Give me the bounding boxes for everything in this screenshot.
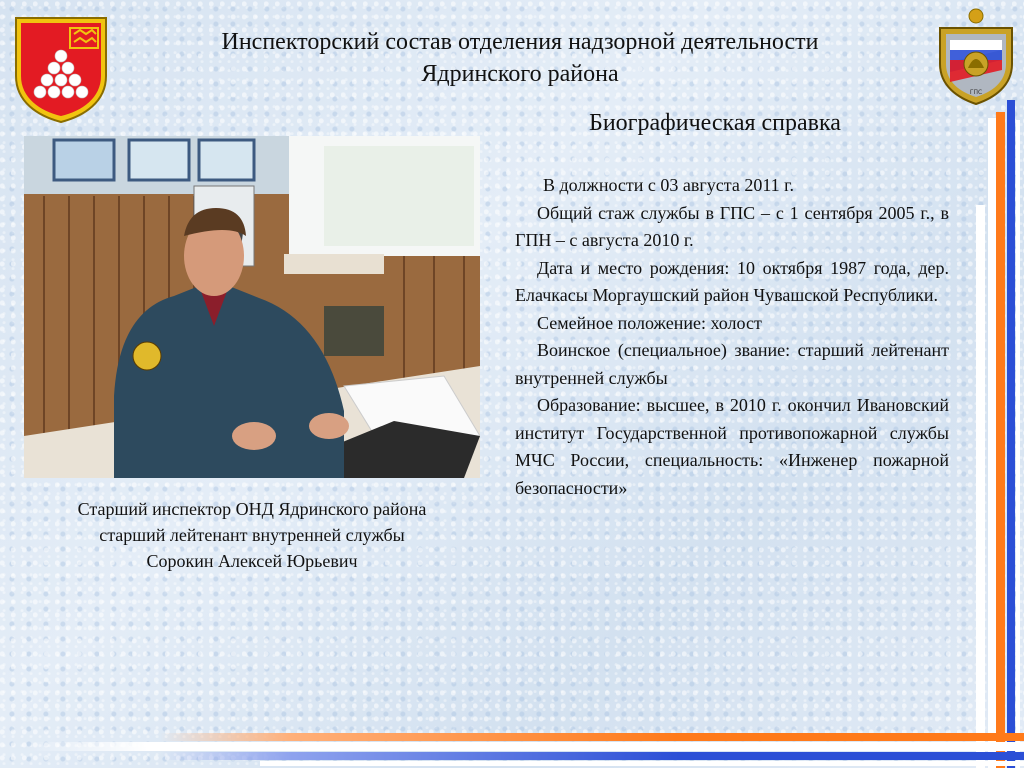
bio-birth-date-place: Дата и место рождения: 10 октября 1987 года, дер. Елачкасы Моргаушский район Чувашской Республики. bbox=[515, 257, 949, 305]
page-subtitle: Биографическая справка bbox=[589, 110, 841, 136]
officer-photo bbox=[24, 136, 480, 478]
stripe-blue-horizontal bbox=[160, 752, 1024, 760]
caption-full-name: Сорокин Алексей Юрьевич bbox=[146, 551, 358, 571]
stripe-white-vertical-1 bbox=[976, 205, 985, 768]
bio-position-since: В должности с 03 августа 2011 г. bbox=[543, 175, 795, 195]
photo-caption bbox=[40, 496, 464, 574]
caption-rank: старший лейтенант внутренней службы bbox=[99, 525, 405, 545]
stripe-orange-vertical bbox=[996, 112, 1005, 768]
page-title bbox=[130, 26, 910, 90]
caption-position: Старший инспектор ОНД Ядринского района bbox=[77, 499, 427, 519]
biography-text bbox=[515, 172, 949, 502]
bio-service-experience: Общий стаж службы в ГПС – с 1 сентября 2005 г., в ГПН – с августа 2010 г. bbox=[515, 202, 949, 250]
svg-text:ГПС: ГПС bbox=[969, 89, 983, 96]
title-line-1: Инспекторский состав отделения надзорной деятельности bbox=[221, 29, 819, 55]
stripe-orange-horizontal bbox=[160, 733, 1024, 741]
stripe-white-vertical-2 bbox=[988, 118, 996, 768]
stripe-white-horizontal-1 bbox=[28, 742, 1024, 751]
yadrin-district-coat-of-arms-icon bbox=[14, 16, 108, 124]
gps-emblem-icon bbox=[934, 6, 1018, 106]
stripe-white-horizontal-2 bbox=[260, 761, 1024, 766]
bio-marital-status: Семейное положение: холост bbox=[537, 312, 762, 333]
title-line-2: Ядринского района bbox=[421, 61, 619, 87]
bio-rank: Воинское (специальное) звание: старший лейтенант внутренней службы bbox=[515, 340, 949, 388]
stripe-white-vertical-3 bbox=[1016, 120, 1020, 768]
bio-education: Образование: высшее, в 2010 г. окончил Ивановский институт Государственной противопожарной службы МЧС России, специальность: «Инженер пожарной безопасности» bbox=[515, 395, 949, 498]
stripe-blue-vertical bbox=[1007, 100, 1015, 768]
